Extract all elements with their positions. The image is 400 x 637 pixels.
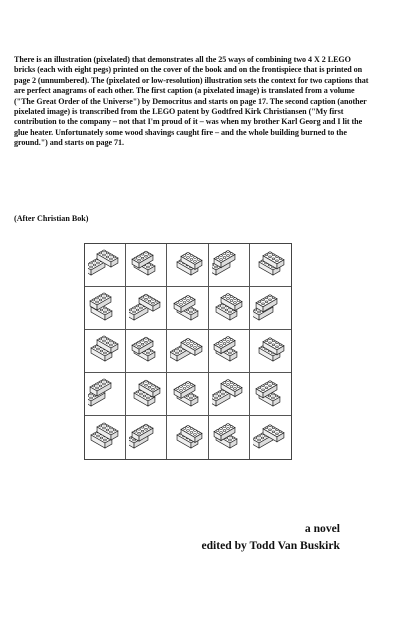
grid-cell [126, 244, 167, 287]
grid-cell [126, 330, 167, 373]
lego-brick-pair-icon [170, 249, 204, 281]
grid-cell [167, 416, 208, 459]
grid-cell [209, 287, 250, 330]
grid-cell [167, 244, 208, 287]
lego-brick-pair-icon [129, 335, 163, 367]
grid-cell [250, 287, 291, 330]
lego-brick-pair-icon [212, 378, 246, 410]
grid-cell [126, 416, 167, 459]
grid-cell [167, 287, 208, 330]
grid-cell [85, 330, 126, 373]
attribution-credit: (After Christian Bok) [14, 214, 89, 223]
grid-cell [209, 244, 250, 287]
lego-brick-pair-icon [253, 378, 287, 410]
grid-cell [85, 244, 126, 287]
grid-cell [85, 287, 126, 330]
grid-cell [209, 416, 250, 459]
grid-cell [209, 330, 250, 373]
lego-brick-pair-icon [253, 249, 287, 281]
lego-brick-pair-icon [212, 335, 246, 367]
lego-brick-pair-icon [170, 378, 204, 410]
lego-brick-pair-icon [212, 422, 246, 454]
lego-brick-pair-icon [129, 378, 163, 410]
lego-brick-pair-icon [129, 292, 163, 324]
lego-brick-pair-icon [170, 292, 204, 324]
grid-cell [250, 416, 291, 459]
subtitle-a-novel: a novel [304, 522, 340, 535]
lego-brick-pair-icon [170, 422, 204, 454]
grid-cell [250, 373, 291, 416]
lego-brick-pair-icon [88, 249, 122, 281]
lego-brick-pair-icon [253, 422, 287, 454]
lego-brick-pair-icon [129, 422, 163, 454]
lego-brick-pair-icon [253, 292, 287, 324]
lego-brick-pair-icon [88, 422, 122, 454]
lego-brick-pair-icon [253, 335, 287, 367]
editor-credit: edited by Todd Van Buskirk [201, 539, 340, 552]
grid-cell [85, 373, 126, 416]
lego-brick-pair-icon [88, 378, 122, 410]
grid-cell [126, 373, 167, 416]
grid-cell [250, 330, 291, 373]
grid-cell [167, 373, 208, 416]
grid-cell [167, 330, 208, 373]
lego-combination-grid [84, 243, 292, 460]
lego-brick-pair-icon [212, 292, 246, 324]
grid-cell [250, 244, 291, 287]
grid-cell [126, 287, 167, 330]
lego-brick-pair-icon [170, 335, 204, 367]
lego-brick-pair-icon [88, 335, 122, 367]
lego-brick-pair-icon [129, 249, 163, 281]
lego-brick-pair-icon [88, 292, 122, 324]
grid-cell [209, 373, 250, 416]
grid-cell [85, 416, 126, 459]
lego-brick-pair-icon [212, 249, 246, 281]
intro-paragraph: There is an illustration (pixelated) that demonstrates all the 25 ways of combining two 4 X 2 LEGO bricks (each with eight pegs) printed on the cover of the book and on the frontispiece that is printed on page 2 (unnumbered). The (pixelated or low-resolution) illustration sets the context for two captions that are perfect anagrams of each other. The first caption (a pixelated image) is translated from a volume ("The Great Order of the Universe") by Democritus and starts on page 17. The second caption (another pixelated image) is transcribed from the LEGO patent by Godtfred Kirk Christiansen ("My first contribution to the company – not that I'm proud of it – was when my brother Karl Georg and I lit the glue heater. Unfortunately some wood shavings caught fire – and the whole building burned to the ground.") and starts on page 71. [14, 55, 369, 148]
